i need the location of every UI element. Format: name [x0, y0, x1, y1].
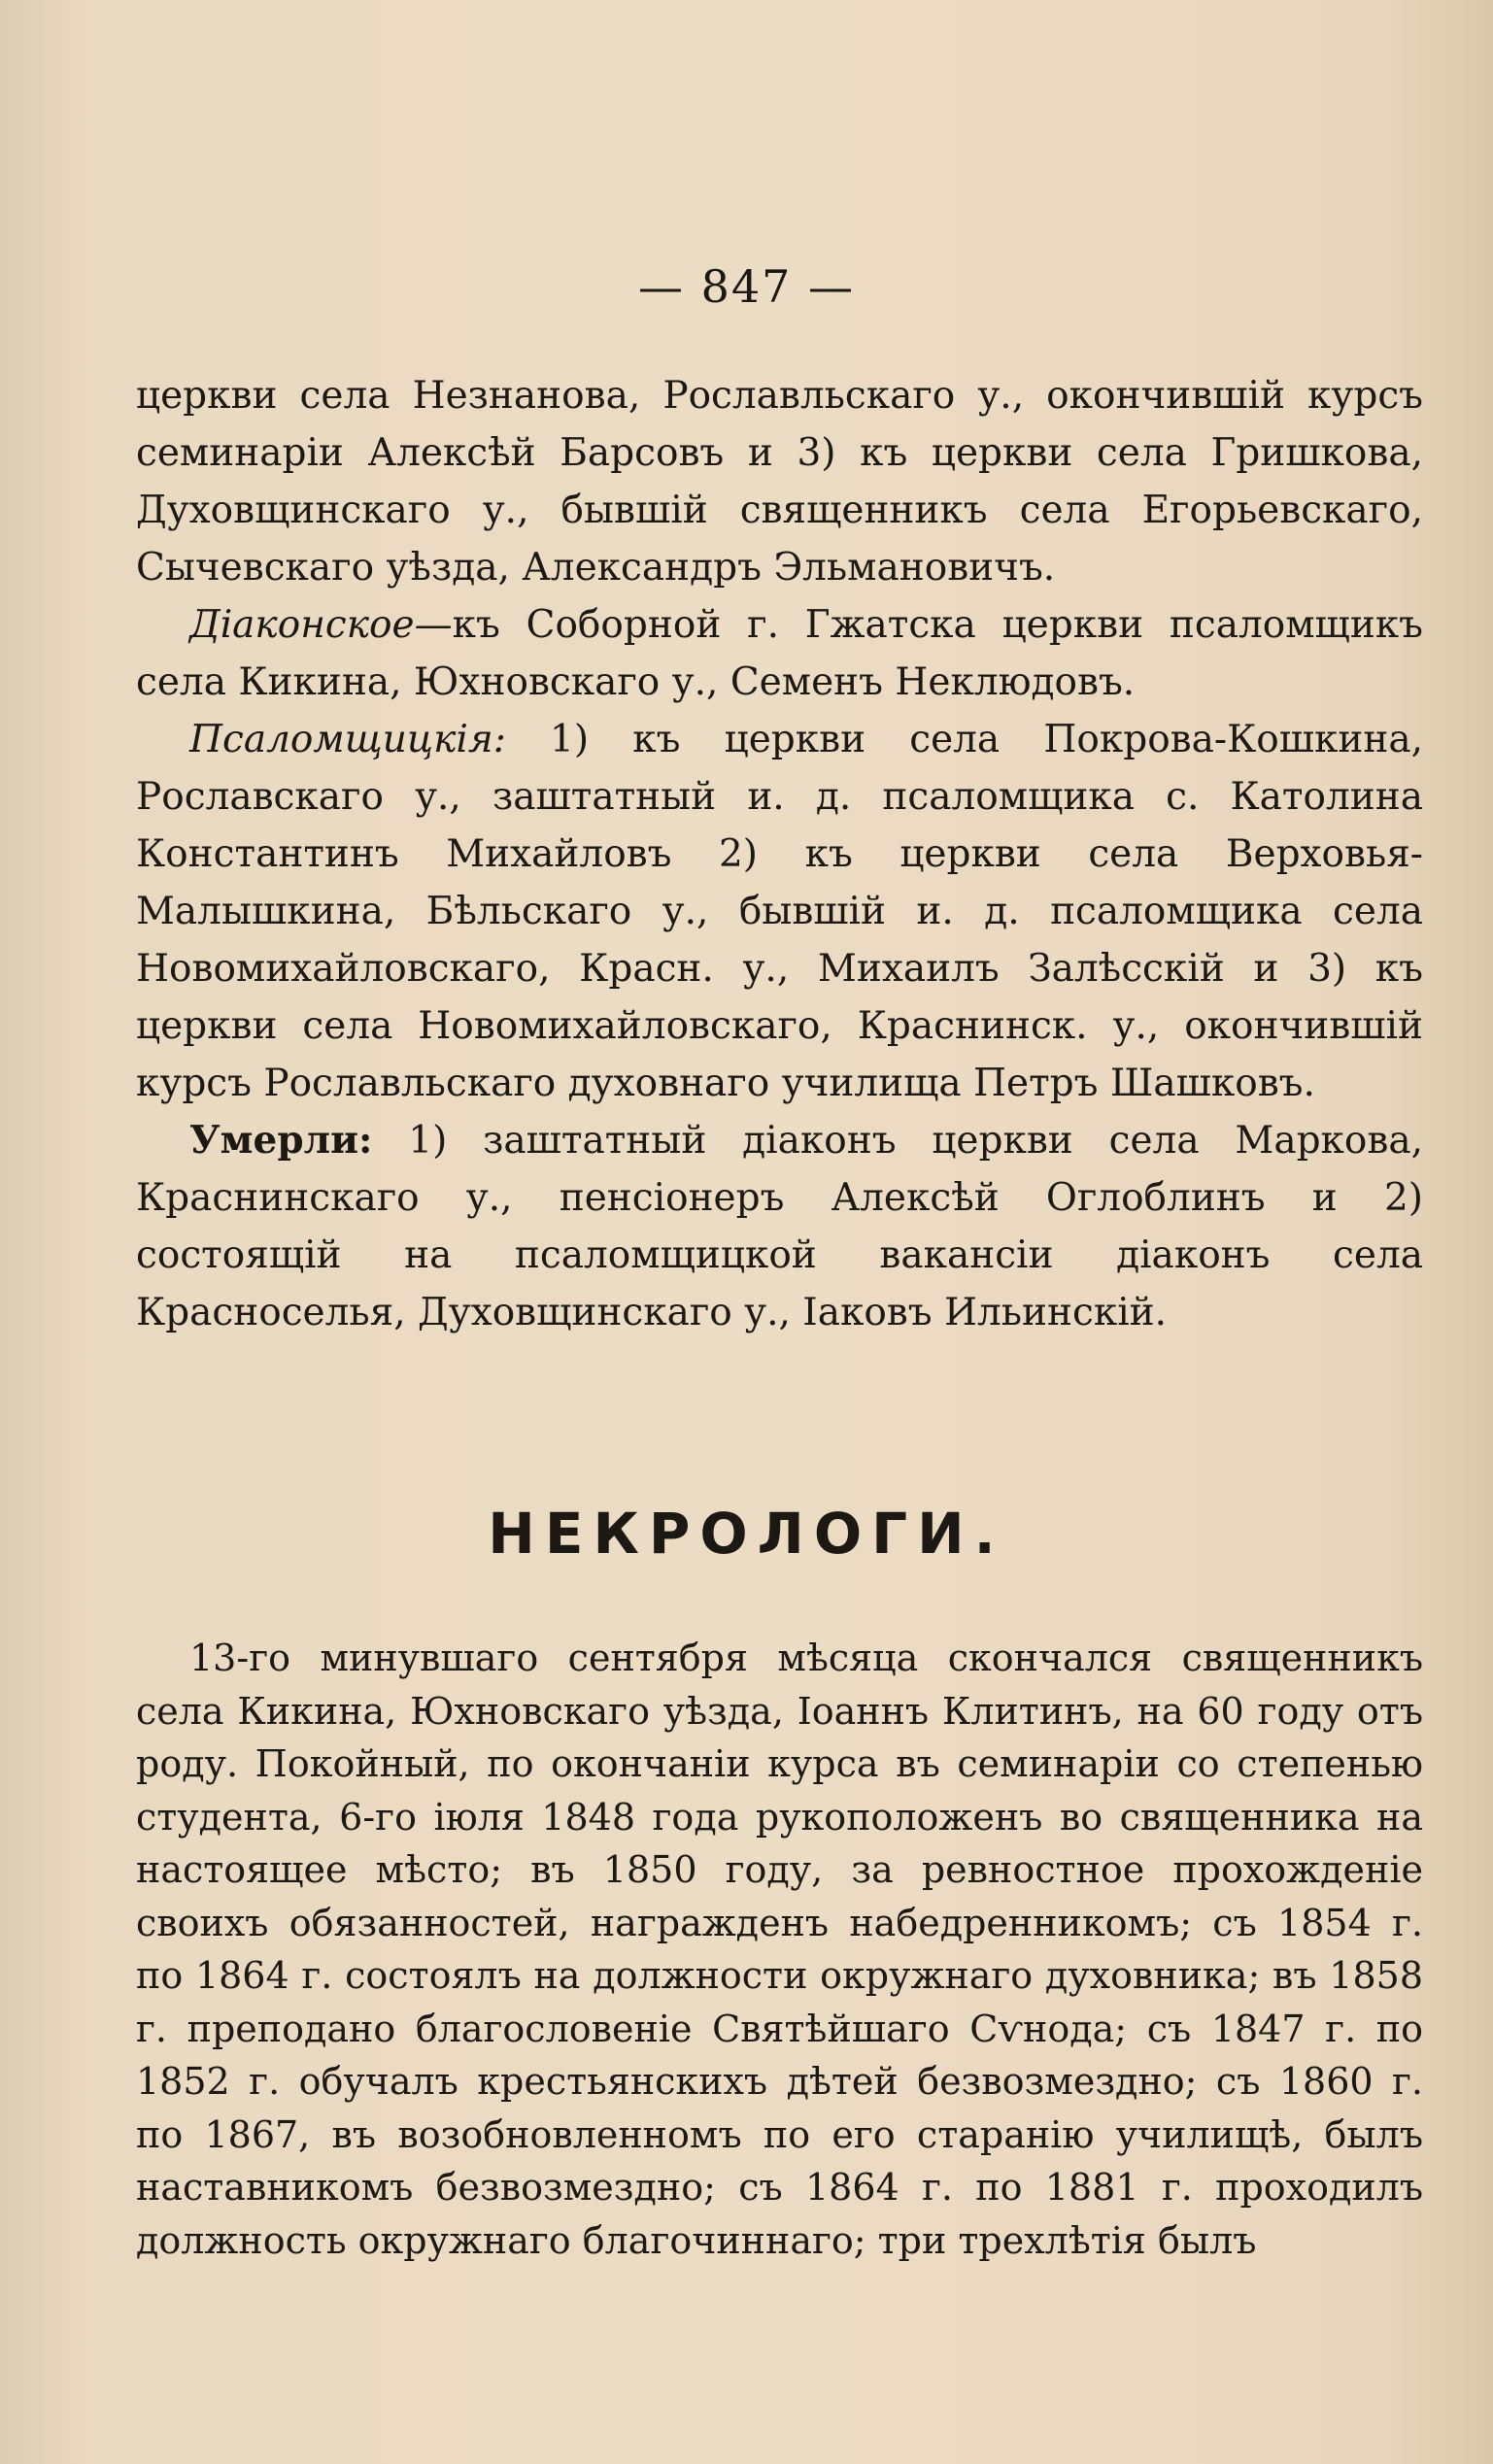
- psalmists-lead: Псаломщицкія:: [189, 718, 506, 761]
- psalmists-body: 1) къ церкви села Покрова-Кошкина, Рославскаго у., заштатный и. д. псаломщика с. Католина Константинъ Михайловъ 2) къ церкви села Верховья-Малышкина, Бѣльскаго у., бывшій и. д. псаломщика села Новомихайловскаго, Красн. у., Михаилъ Залѣсскій и 3) къ церкви села Новомихайловскаго, Краснинск. у., окончившій курсъ Рославльскаго духовнаго училища Петръ Шашковъ.: [136, 718, 1423, 1105]
- section-heading-necrologies: НЕКРОЛОГИ.: [488, 1501, 1005, 1567]
- paragraph-deceased: [136, 1112, 1423, 1341]
- page-number: — 847 —: [637, 260, 856, 313]
- announcements-block: [136, 367, 1423, 1341]
- necrology-block: [136, 1632, 1423, 2267]
- deceased-body: 1) заштатный діаконъ церкви села Маркова, Краснинскаго у., пенсіонеръ Алексѣй Оглоблинъ и 2) состоящій на псаломщицкой вакансіи діаконъ села Красноселья, Духовщинскаго у., Іаковъ Ильинскій.: [136, 1119, 1423, 1334]
- deacon-lead: Діаконское—: [189, 603, 453, 647]
- paragraph-continuation: церкви села Незнанова, Рославльскаго у., окончившій курсъ семинаріи Алексѣй Барсовъ и 3) къ церкви села Гришкова, Духовщинскаго у., бывшій священникъ села Егорьевскаго, Сычевскаго уѣзда, Александръ Эльмановичъ.: [136, 374, 1423, 590]
- paragraph-psalmists: [136, 711, 1423, 1112]
- deacon-body: къ Соборной г. Гжатска церкви псаломщикъ села Кикина, Юхновскаго у., Семенъ Неклюдовъ.: [136, 603, 1423, 704]
- paragraph-deacon: [136, 596, 1423, 711]
- paragraph-necrology: 13-го минувшаго сентября мѣсяца скончался священникъ села Кикина, Юхновскаго уѣзда, Іоаннъ Клитинъ, на 60 году отъ роду. Покойный, по окончаніи курса въ семинаріи со степенью студента, 6-го іюля 1848 года рукоположенъ во священника на настоящее мѣсто; въ 1850 году, за ревностное прохожденіе своихъ обязанностей, награжденъ набедренникомъ; съ 1854 г. по 1864 г. состоялъ на должности окружнаго духовника; въ 1858 г. преподано благословеніе Святѣйшаго Сѵнода; съ 1847 г. по 1852 г. обучалъ крестьянскихъ дѣтей безвозмездно; съ 1860 г. по 1867, въ возобновленномъ по его старанію училищѣ, былъ наставникомъ безвозмездно; съ 1864 г. по 1881 г. проходилъ должность окружнаго благочиннаго; три трехлѣтія былъ: [136, 1637, 1423, 2262]
- deceased-lead: Умерли:: [189, 1118, 373, 1163]
